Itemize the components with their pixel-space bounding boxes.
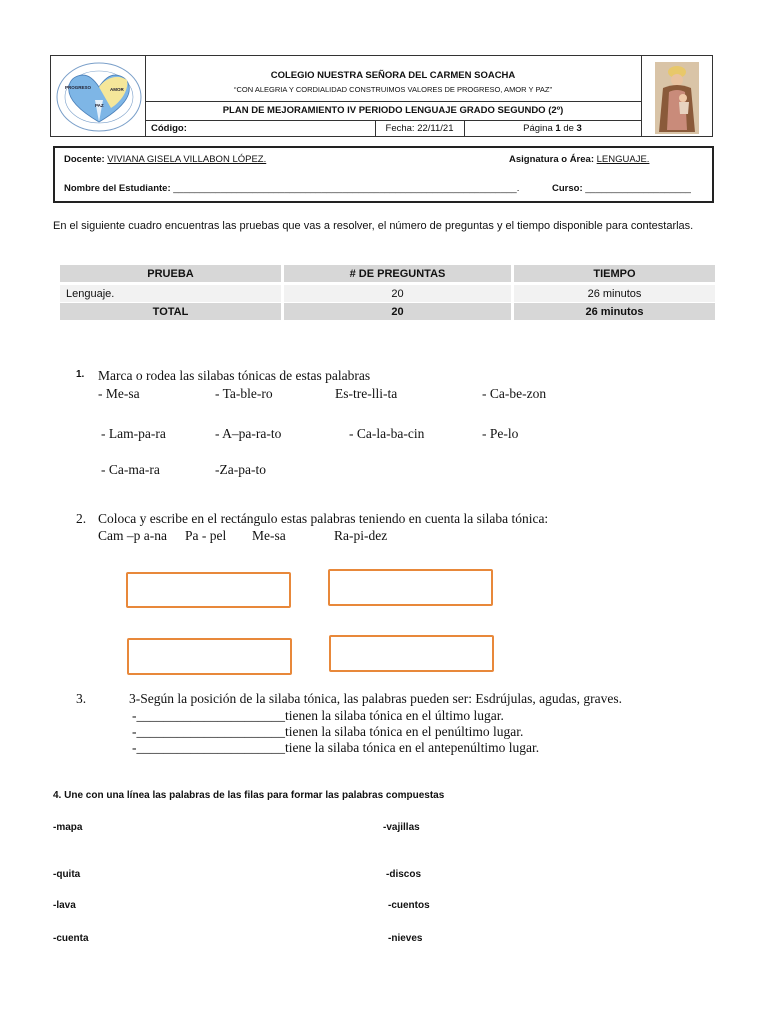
table-total-row <box>60 303 715 320</box>
answer-box[interactable] <box>328 569 493 606</box>
table-cell: 20 <box>284 285 511 302</box>
student-name-field[interactable]: Nombre del Estudiante: _________________________________________________________________. <box>64 183 520 194</box>
table-header: # DE PREGUNTAS <box>284 265 511 282</box>
q2-word: Cam –p a-na <box>98 528 167 543</box>
q4-left-word[interactable]: -lava <box>53 900 76 911</box>
q1-word[interactable]: - Ta-ble-ro <box>215 386 273 401</box>
q1-word[interactable]: - Pe-lo <box>482 426 519 441</box>
q4-left-word[interactable]: -cuenta <box>53 933 89 944</box>
table-cell: Lenguaje. <box>60 285 281 302</box>
table-cell: 20 <box>284 303 511 320</box>
question-2-number: 2. <box>76 511 87 526</box>
q3-answer-line[interactable]: -______________________tienen la silaba tónica en el último lugar. <box>132 708 504 723</box>
q2-word: Me-sa <box>252 528 286 543</box>
page-number: Página 1 de 3 <box>523 123 582 134</box>
q1-word[interactable]: -Za-pa-to <box>215 462 266 477</box>
subject-field: Asignatura o Área: LENGUAJE. <box>509 154 650 165</box>
q2-word: Ra-pi-dez <box>334 528 388 543</box>
table-header-row <box>60 265 715 282</box>
header-table <box>50 55 713 137</box>
q4-left-word[interactable]: -mapa <box>53 822 83 833</box>
q4-right-word[interactable]: -cuentos <box>388 900 430 911</box>
subject-name: LENGUAJE. <box>596 154 650 165</box>
date-field: Fecha: 22/11/21 <box>385 123 454 134</box>
q1-word[interactable]: - A–pa-ra-to <box>215 426 282 441</box>
school-logo <box>55 60 143 134</box>
logo-word-paz: PAZ <box>95 103 104 108</box>
q1-word[interactable]: - Me-sa <box>98 386 140 401</box>
answer-box[interactable] <box>126 572 291 608</box>
table-cell: 26 minutos <box>514 285 715 302</box>
table-header: TIEMPO <box>514 265 715 282</box>
q1-word[interactable]: - Ca-la-ba-cin <box>349 426 425 441</box>
q4-right-word[interactable]: -vajillas <box>383 822 420 833</box>
teacher-name: VIVIANA GISELA VILLABON LÓPEZ. <box>107 154 267 165</box>
table-cell: 26 minutos <box>514 303 715 320</box>
q2-word: Pa - pel <box>185 528 227 543</box>
question-1-number: 1. <box>76 369 85 380</box>
question-2-prompt: Coloca y escribe en el rectángulo estas palabras teniendo en cuenta la silaba tónica: <box>98 511 549 526</box>
q4-right-word[interactable]: -nieves <box>388 933 423 944</box>
q1-word[interactable]: Es-tre-lli-ta <box>335 386 398 401</box>
q4-left-word[interactable]: -quita <box>53 869 81 880</box>
q3-answer-line[interactable]: -______________________tienen la silaba tónica en el penúltimo lugar. <box>132 724 524 739</box>
school-motto: “CON ALEGRIA Y CORDIALIDAD CONSTRUIMOS VALORES DE PROGRESO, AMOR Y PAZ” <box>234 85 552 94</box>
question-3-prompt: 3-Según la posición de la silaba tónica, las palabras pueden ser: Esdrújulas, agudas, graves. <box>129 691 622 706</box>
q4-right-word[interactable]: -discos <box>386 869 422 880</box>
logo-word-amor: AMOR <box>110 87 124 92</box>
logo-word-progreso: PROGRESO <box>65 85 92 90</box>
table-row <box>60 285 715 302</box>
q1-word[interactable]: - Ca-be-zon <box>482 386 547 401</box>
answer-box[interactable] <box>329 635 494 672</box>
question-4-prompt: 4. Une con una línea las palabras de las filas para formar las palabras compuestas <box>53 790 445 801</box>
question-1-prompt: Marca o rodea las silabas tónicas de estas palabras <box>98 368 371 383</box>
q1-word[interactable]: - Lam-pa-ra <box>101 426 166 441</box>
table-cell: TOTAL <box>60 303 281 320</box>
teacher-field: Docente: VIVIANA GISELA VILLABON LÓPEZ. <box>64 154 267 165</box>
code-label: Código: <box>151 123 187 134</box>
school-name: COLEGIO NUESTRA SEÑORA DEL CARMEN SOACHA <box>270 70 516 81</box>
virgin-image <box>655 62 699 134</box>
plan-title: PLAN DE MEJORAMIENTO IV PERIODO LENGUAJE GRADO SEGUNDO (2º) <box>222 105 564 116</box>
q1-word[interactable]: - Ca-ma-ra <box>101 462 160 477</box>
q3-answer-line[interactable]: -______________________tiene la silaba tónica en el antepenúltimo lugar. <box>132 740 540 755</box>
table-header: PRUEBA <box>60 265 281 282</box>
intro-text: En el siguiente cuadro encuentras las pruebas que vas a resolver, el número de preguntas y el tiempo disponible para contestarlas. <box>53 220 694 232</box>
question-3-number: 3. <box>76 691 87 706</box>
answer-box[interactable] <box>127 638 292 675</box>
student-info-box <box>53 146 714 203</box>
course-field[interactable]: Curso: ____________________ <box>552 183 691 194</box>
